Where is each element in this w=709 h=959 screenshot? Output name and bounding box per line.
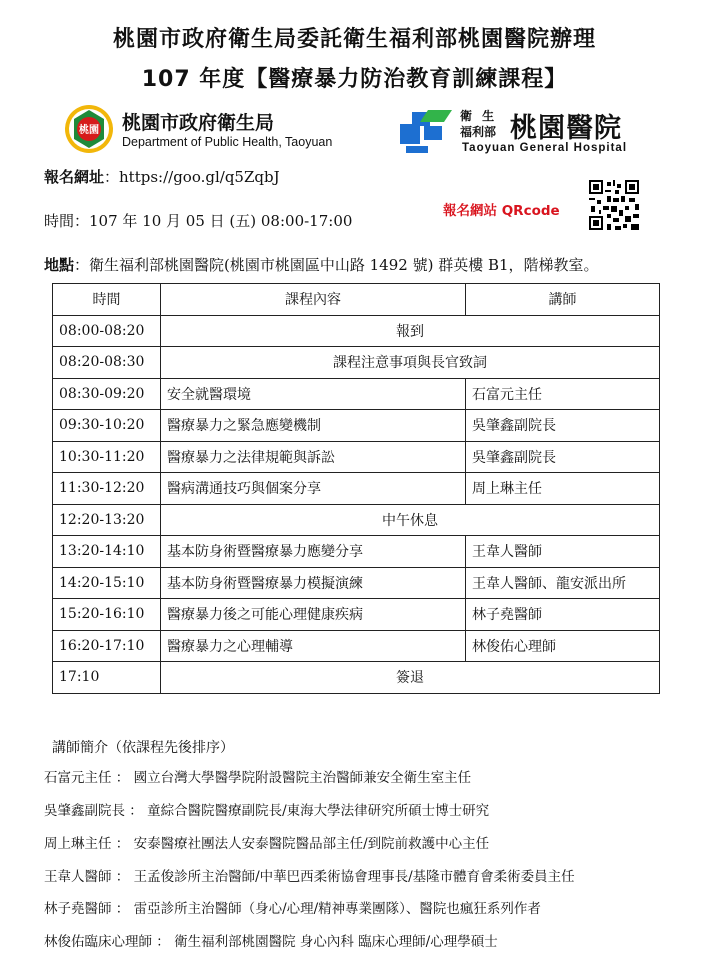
table-row bbox=[53, 536, 660, 568]
row-time: 12:20-13:20 bbox=[53, 504, 161, 536]
row-speaker: 林子堯醫師 bbox=[466, 599, 660, 631]
qrcode-icon[interactable] bbox=[589, 180, 639, 230]
row-content: 課程注意事項與長官致詞 bbox=[161, 347, 660, 379]
row-time: 11:30-12:20 bbox=[53, 473, 161, 505]
row-speaker: 王韋人醫師 bbox=[466, 536, 660, 568]
speaker-bio: 王韋人醫師 ： 王孟俊診所主治醫師/中華巴西柔術協會理事長/基隆市體育會柔術委員主任 bbox=[44, 869, 575, 885]
row-content: 安全就醫環境 bbox=[161, 378, 466, 410]
row-speaker: 吳肇鑫副院長 bbox=[466, 410, 660, 442]
document-title-line1: 桃園市政府衛生局委託衛生福利部桃園醫院辦理 bbox=[112, 27, 596, 52]
row-content: 報到 bbox=[161, 315, 660, 347]
table-row bbox=[53, 378, 660, 410]
row-speaker: 吳肇鑫副院長 bbox=[466, 441, 660, 473]
table-row bbox=[53, 599, 660, 631]
table-row bbox=[53, 441, 660, 473]
event-location-line bbox=[44, 254, 599, 275]
row-speaker: 石富元主任 bbox=[466, 378, 660, 410]
hospital-mark-icon bbox=[398, 108, 454, 154]
speaker-bio: 石富元主任 ： 國立台灣大學醫學院附設醫院主治醫師兼安全衛生室主任 bbox=[44, 770, 472, 786]
event-location: ：衛生福利部桃園醫院(桃園市桃園區中山路 1492 號) 群英樓 B1，階梯教室。 bbox=[74, 256, 599, 274]
dph-seal-icon bbox=[64, 104, 114, 154]
row-time: 17:10 bbox=[53, 662, 161, 694]
hospital-sub1: 衛 生 bbox=[460, 109, 498, 123]
header-speaker: 講師 bbox=[466, 284, 660, 316]
table-row bbox=[53, 662, 660, 694]
location-label: 地點 bbox=[44, 256, 75, 274]
dph-seal-text: 桃園 bbox=[79, 125, 99, 136]
table-row bbox=[53, 347, 660, 379]
registration-url-line bbox=[44, 166, 280, 187]
row-speaker: 周上琳主任 bbox=[466, 473, 660, 505]
qr-label: 報名網站 QRcode bbox=[443, 203, 560, 219]
table-row bbox=[53, 504, 660, 536]
speaker-bio: 林俊佑臨床心理師 ： 衛生福利部桃園醫院 身心內科 臨床心理師/心理學碩士 bbox=[44, 934, 498, 950]
dph-logo bbox=[64, 104, 354, 156]
row-content: 簽退 bbox=[161, 662, 660, 694]
table-row bbox=[53, 315, 660, 347]
row-time: 09:30-10:20 bbox=[53, 410, 161, 442]
row-content: 醫療暴力之緊急應變機制 bbox=[161, 410, 466, 442]
hospital-name: 桃園醫院 bbox=[510, 113, 622, 144]
row-content: 醫療暴力之心理輔導 bbox=[161, 630, 466, 662]
row-content: 醫療暴力之法律規範與訴訟 bbox=[161, 441, 466, 473]
header-time: 時間 bbox=[53, 284, 161, 316]
header-content: 課程內容 bbox=[161, 284, 466, 316]
event-time: 時間：107 年 10 月 05 日 (五) 08:00-17:00 bbox=[44, 212, 353, 230]
dph-name: 桃園市政府衛生局 bbox=[122, 112, 275, 134]
row-time: 08:20-08:30 bbox=[53, 347, 161, 379]
row-time: 08:00-08:20 bbox=[53, 315, 161, 347]
row-time: 13:20-14:10 bbox=[53, 536, 161, 568]
row-time: 10:30-11:20 bbox=[53, 441, 161, 473]
row-time: 15:20-16:10 bbox=[53, 599, 161, 631]
hospital-logo bbox=[398, 104, 648, 158]
row-speaker: 林俊佑心理師 bbox=[466, 630, 660, 662]
schedule-table bbox=[52, 283, 660, 694]
document-title-line2: 107 年度【醫療暴力防治教育訓練課程】 bbox=[141, 67, 568, 92]
row-time: 16:20-17:10 bbox=[53, 630, 161, 662]
row-content: 醫病溝通技巧與個案分享 bbox=[161, 473, 466, 505]
row-content: 基本防身術暨醫療暴力模擬演練 bbox=[161, 567, 466, 599]
row-speaker: 王韋人醫師、龍安派出所 bbox=[466, 567, 660, 599]
row-content: 基本防身術暨醫療暴力應變分享 bbox=[161, 536, 466, 568]
url-label: 報名網址 bbox=[44, 168, 105, 186]
table-row bbox=[53, 410, 660, 442]
row-content: 醫療暴力後之可能心理健康疾病 bbox=[161, 599, 466, 631]
table-row bbox=[53, 567, 660, 599]
dph-name-en: Department of Public Health, Taoyuan bbox=[122, 135, 333, 149]
speaker-bio: 林子堯醫師 ： 雷亞診所主治醫師（身心/心理/精神專業團隊）、醫院也瘋狂系列作者 bbox=[44, 901, 541, 917]
hospital-name-en: Taoyuan General Hospital bbox=[462, 142, 628, 154]
speaker-bio: 周上琳主任 ： 安泰醫療社團法人安泰醫院醫品部主任/到院前救護中心主任 bbox=[44, 836, 490, 852]
row-time: 08:30-09:20 bbox=[53, 378, 161, 410]
registration-url[interactable]: ：https://goo.gl/q5ZqbJ bbox=[104, 168, 280, 186]
schedule-header-row bbox=[53, 284, 660, 316]
table-row bbox=[53, 473, 660, 505]
table-row bbox=[53, 630, 660, 662]
row-time: 14:20-15:10 bbox=[53, 567, 161, 599]
row-content: 中午休息 bbox=[161, 504, 660, 536]
speaker-bios-heading: 講師簡介（依課程先後排序） bbox=[52, 740, 234, 756]
hospital-sub2: 福利部 bbox=[460, 125, 497, 139]
speaker-bio: 吳肇鑫副院長 ： 童綜合醫院醫療副院長/東海大學法律研究所碩士博士研究 bbox=[44, 803, 490, 819]
